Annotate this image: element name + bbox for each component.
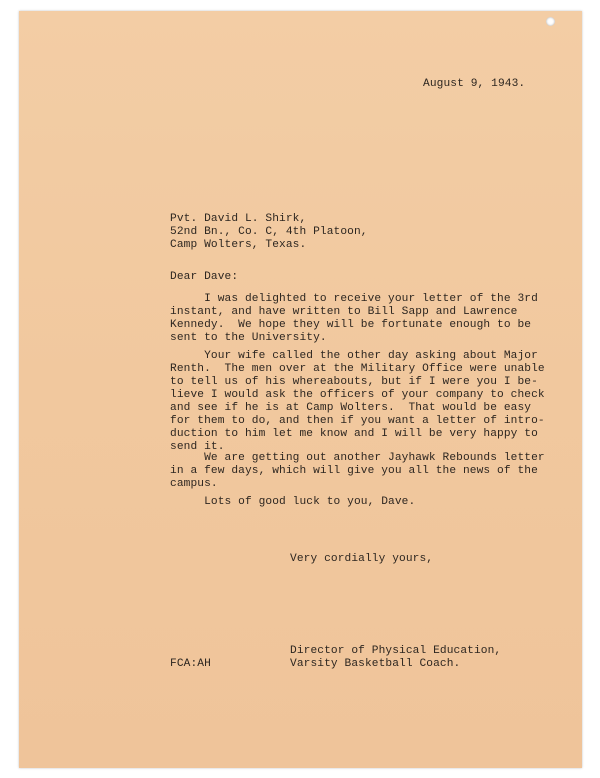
body-line: in a few days, which will give you all the news of the	[170, 465, 538, 477]
body-line: Kennedy. We hope they will be fortunate enough to be	[170, 319, 532, 331]
body-line: for them to do, and then if you want a letter of intro-	[170, 415, 545, 427]
body-paragraph-2	[170, 350, 545, 454]
salutation: Dear Dave:	[170, 271, 239, 283]
pin-hole-icon	[546, 17, 555, 26]
body-line: I was delighted to receive your letter of the 3rd	[170, 293, 538, 305]
signature-line: Director of Physical Education,	[290, 645, 502, 657]
signature-line: Varsity Basketball Coach.	[290, 658, 461, 670]
address-line: Camp Wolters, Texas.	[170, 239, 307, 251]
body-line: send it.	[170, 441, 225, 453]
signature-block	[290, 645, 501, 671]
body-paragraph-3	[170, 452, 545, 491]
body-line: instant, and have written to Bill Sapp and Lawrence	[170, 306, 518, 318]
typist-initials: FCA:AH	[170, 658, 211, 670]
body-paragraph-1	[170, 293, 538, 345]
body-line: duction to him let me know and I will be very happy to	[170, 428, 538, 440]
address-line: 52nd Bn., Co. C, 4th Platoon,	[170, 226, 368, 238]
body-line: Lots of good luck to you, Dave.	[170, 496, 416, 508]
body-line: and see if he is at Camp Wolters. That would be easy	[170, 402, 532, 414]
body-paragraph-4	[170, 496, 415, 509]
letter-date: August 9, 1943.	[423, 78, 526, 90]
address-line: Pvt. David L. Shirk,	[170, 213, 307, 225]
letter-page	[19, 11, 582, 768]
body-line: We are getting out another Jayhawk Rebounds letter	[170, 452, 545, 464]
body-line: lieve I would ask the officers of your company to check	[170, 389, 545, 401]
body-line: Your wife called the other day asking about Major	[170, 350, 538, 362]
recipient-address	[170, 213, 368, 252]
body-line: sent to the University.	[170, 332, 327, 344]
body-line: campus.	[170, 478, 218, 490]
body-line: to tell us of his whereabouts, but if I were you I be-	[170, 376, 538, 388]
closing: Very cordially yours,	[290, 553, 434, 565]
body-line: Renth. The men over at the Military Office were unable	[170, 363, 545, 375]
